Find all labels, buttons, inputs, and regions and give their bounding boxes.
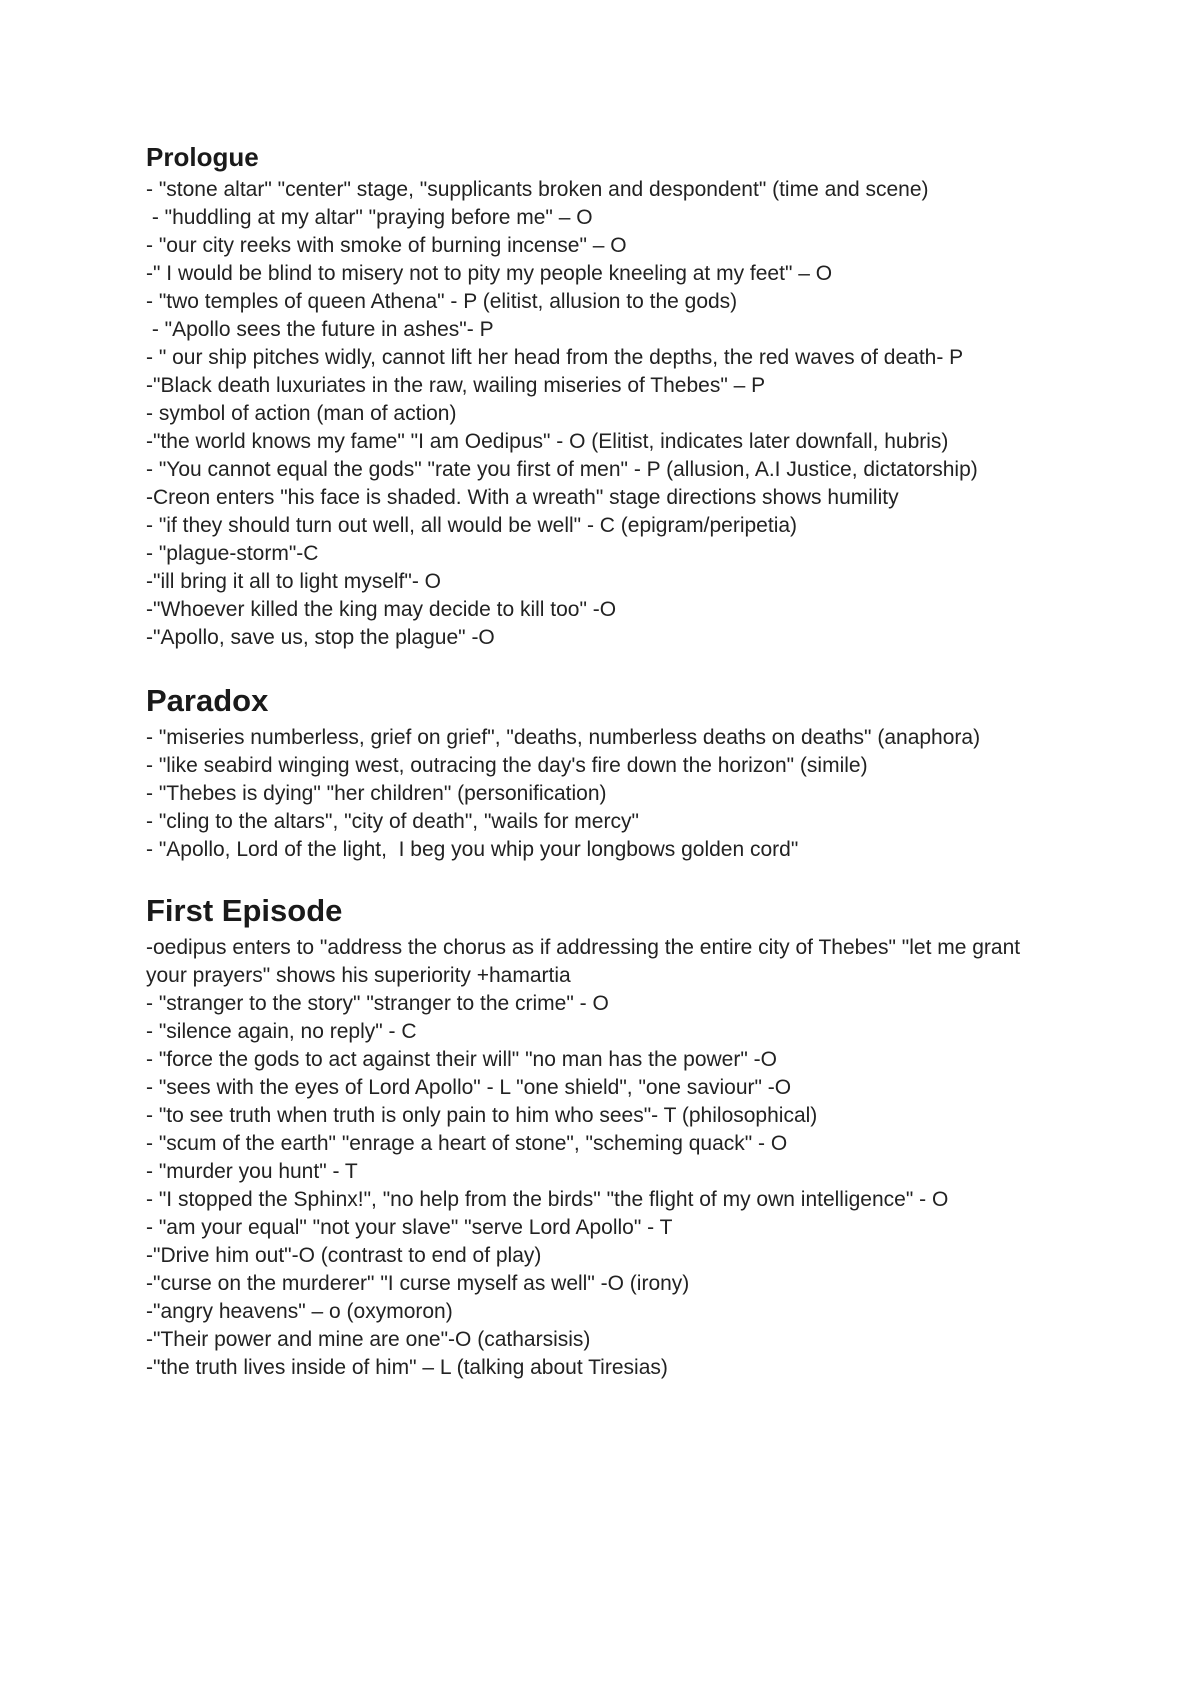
text-line: - "I stopped the Sphinx!", "no help from the birds" "the flight of my own intelligence" - O <box>146 1188 949 1211</box>
text-line: - "two temples of queen Athena" - P (elitist, allusion to the gods) <box>146 290 738 313</box>
text-line: -"the truth lives inside of him" – L (talking about Tiresias) <box>146 1356 668 1379</box>
section-lines <box>146 934 1066 1382</box>
text-line: - "like seabird winging west, outracing the day's fire down the horizon" (simile) <box>146 754 868 777</box>
text-line: -"angry heavens" – o (oxymoron) <box>146 1300 453 1323</box>
text-line: - "scum of the earth" "enrage a heart of stone", "scheming quack" - O <box>146 1132 788 1155</box>
text-line: - symbol of action (man of action) <box>146 402 457 425</box>
text-line: - "Thebes is dying" "her children" (personification) <box>146 782 607 805</box>
text-line: -"curse on the murderer" "I curse myself as well" -O (irony) <box>146 1272 690 1295</box>
text-line: - "murder you hunt" - T <box>146 1160 358 1183</box>
section-heading: First Episode <box>146 893 343 928</box>
text-line: - "You cannot equal the gods" "rate you first of men" - P (allusion, A.I Justice, dictatorship) <box>146 458 978 481</box>
text-line: - "stranger to the story" "stranger to the crime" - O <box>146 992 609 1015</box>
section-paradox <box>146 682 1066 864</box>
text-line: - "am your equal" "not your slave" "serve Lord Apollo" - T <box>146 1216 673 1239</box>
text-line: -"ill bring it all to light myself"- O <box>146 570 441 593</box>
section-lines <box>146 724 1066 864</box>
text-line: -oedipus enters to "address the chorus as if addressing the entire city of Thebes" "let me grant your prayers" shows his superiority +hamartia <box>146 936 1026 987</box>
text-line: - "to see truth when truth is only pain to him who sees"- T (philosophical) <box>146 1104 818 1127</box>
text-line: -"Whoever killed the king may decide to kill too" -O <box>146 598 617 621</box>
section-prologue <box>146 142 1066 652</box>
text-line: -Creon enters "his face is shaded. With a wreath" stage directions shows humility <box>146 486 899 509</box>
text-line: - "miseries numberless, grief on grief", "deaths, numberless deaths on deaths" (anaphora) <box>146 726 981 749</box>
text-line: - "sees with the eyes of Lord Apollo" - L "one shield", "one saviour" -O <box>146 1076 792 1099</box>
text-line: - "silence again, no reply" - C <box>146 1020 417 1043</box>
section-spacer <box>146 652 1066 682</box>
section-lines <box>146 176 1066 652</box>
text-line: -"Drive him out"-O (contrast to end of play) <box>146 1244 542 1267</box>
text-line: - "cling to the altars", "city of death", "wails for mercy" <box>146 810 639 833</box>
section-heading: Prologue <box>146 142 259 172</box>
text-line: - "our city reeks with smoke of burning incense" – O <box>146 234 627 257</box>
document-page <box>146 142 1066 1382</box>
text-line: -"Apollo, save us, stop the plague" -O <box>146 626 495 649</box>
text-line: - "Apollo sees the future in ashes"- P <box>146 318 494 341</box>
text-line: -"Their power and mine are one"-O (catharsisis) <box>146 1328 591 1351</box>
text-line: - "plague-storm"-C <box>146 542 319 565</box>
section-heading: Paradox <box>146 683 269 718</box>
text-line: - "force the gods to act against their will" "no man has the power" -O <box>146 1048 777 1071</box>
text-line: - "Apollo, Lord of the light, I beg you whip your longbows golden cord" <box>146 838 799 861</box>
text-line: - "stone altar" "center" stage, "supplicants broken and despondent" (time and scene) <box>146 178 929 201</box>
text-line: -"the world knows my fame" "I am Oedipus" - O (Elitist, indicates later downfall, hubris) <box>146 430 949 453</box>
text-line: - "huddling at my altar" "praying before me" – O <box>146 206 593 229</box>
text-line: - "if they should turn out well, all would be well" - C (epigram/peripetia) <box>146 514 798 537</box>
text-line: -"Black death luxuriates in the raw, wailing miseries of Thebes" – P <box>146 374 766 397</box>
section-first-episode <box>146 892 1066 1382</box>
text-line: -" I would be blind to misery not to pity my people kneeling at my feet" – O <box>146 262 833 285</box>
section-spacer <box>146 864 1066 892</box>
text-line: - " our ship pitches widly, cannot lift her head from the depths, the red waves of death- P <box>146 346 964 369</box>
